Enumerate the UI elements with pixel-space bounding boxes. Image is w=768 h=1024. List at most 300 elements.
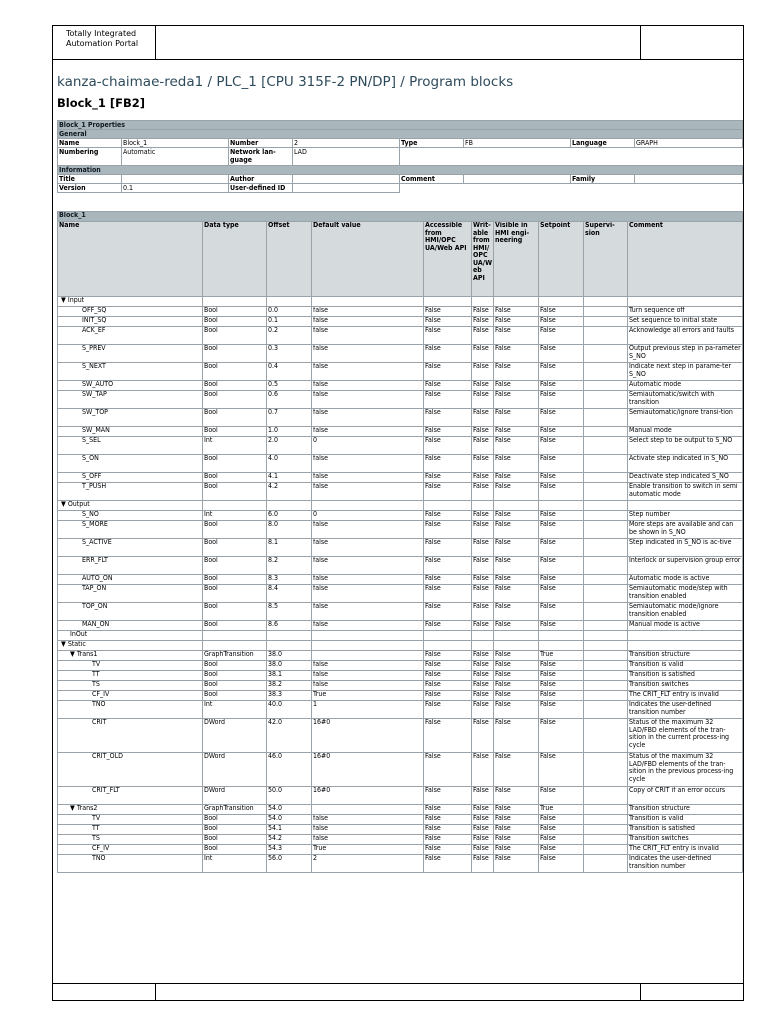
table-row bbox=[58, 603, 743, 621]
cell-sp bbox=[539, 631, 584, 641]
cell-supervision bbox=[584, 701, 628, 719]
cell-wr: False bbox=[472, 681, 494, 691]
title-value bbox=[122, 175, 229, 184]
cell-sp: False bbox=[539, 557, 584, 575]
row-name: TV bbox=[92, 814, 101, 822]
cell-wr: False bbox=[472, 483, 494, 501]
cell-wr: False bbox=[472, 557, 494, 575]
table-row bbox=[58, 845, 743, 855]
cell-wr: False bbox=[472, 661, 494, 671]
row-name-cell bbox=[58, 815, 203, 825]
cell-cm: Transition is satisfied bbox=[628, 671, 743, 681]
cell-def: false bbox=[312, 585, 424, 603]
cell-vis: False bbox=[494, 815, 539, 825]
cell-acc: False bbox=[424, 521, 472, 539]
cell-supervision bbox=[584, 501, 628, 511]
cell-wr bbox=[472, 297, 494, 307]
user-defined-id-label: User-defined ID bbox=[229, 184, 293, 193]
cell-vis bbox=[494, 641, 539, 651]
cell-def: false bbox=[312, 539, 424, 557]
cell-dt: Bool bbox=[203, 557, 267, 575]
cell-vis: False bbox=[494, 539, 539, 557]
cell-supervision bbox=[584, 539, 628, 557]
cell-dt: DWord bbox=[203, 719, 267, 753]
project-breadcrumb: kanza-chaimae-reda1 / PLC_1 [CPU 315F-2 PN/DP] / Program blocks bbox=[57, 74, 514, 90]
cell-wr: False bbox=[472, 363, 494, 381]
cell-def: false bbox=[312, 483, 424, 501]
cell-acc: False bbox=[424, 671, 472, 681]
table-row bbox=[58, 621, 743, 631]
cell-vis: False bbox=[494, 845, 539, 855]
cell-acc: False bbox=[424, 787, 472, 805]
cell-off: 56.0 bbox=[267, 855, 312, 873]
cell-cm: The CRIT_FLT entry is invalid bbox=[628, 845, 743, 855]
cell-wr: False bbox=[472, 345, 494, 363]
interface-section-title: Block_1 bbox=[58, 212, 743, 222]
cell-wr: False bbox=[472, 787, 494, 805]
cell-wr: False bbox=[472, 307, 494, 317]
table-row bbox=[58, 327, 743, 345]
cell-off: 38.0 bbox=[267, 661, 312, 671]
cell-vis: False bbox=[494, 345, 539, 363]
properties-empty bbox=[400, 148, 743, 166]
properties-table bbox=[57, 120, 743, 193]
cell-off: 0.3 bbox=[267, 345, 312, 363]
cell-off: 8.1 bbox=[267, 539, 312, 557]
row-name: OFF_SQ bbox=[82, 306, 107, 314]
row-name: TNO bbox=[92, 700, 106, 708]
cell-dt: Bool bbox=[203, 681, 267, 691]
row-name: S_ACTIVE bbox=[82, 538, 112, 546]
row-name: S_MORE bbox=[82, 520, 108, 528]
cell-vis: False bbox=[494, 691, 539, 701]
cell-off bbox=[267, 641, 312, 651]
cell-vis: False bbox=[494, 855, 539, 873]
cell-def: false bbox=[312, 815, 424, 825]
cell-off bbox=[267, 631, 312, 641]
cell-wr: False bbox=[472, 835, 494, 845]
cell-sp: False bbox=[539, 815, 584, 825]
cell-sp bbox=[539, 501, 584, 511]
row-name-cell bbox=[58, 671, 203, 681]
cell-dt: Bool bbox=[203, 585, 267, 603]
cell-cm: Transition structure bbox=[628, 805, 743, 815]
row-name: CRIT_OLD bbox=[92, 752, 123, 760]
row-name-cell bbox=[58, 651, 203, 661]
cell-vis: False bbox=[494, 511, 539, 521]
cell-cm: Indicates the user-defined transition number bbox=[628, 855, 743, 873]
cell-cm: Manual mode bbox=[628, 427, 743, 437]
cell-wr bbox=[472, 501, 494, 511]
cell-acc: False bbox=[424, 719, 472, 753]
footer-divider bbox=[640, 984, 641, 1000]
cell-off: 8.2 bbox=[267, 557, 312, 575]
cell-def: false bbox=[312, 575, 424, 585]
cell-dt: Bool bbox=[203, 691, 267, 701]
cell-sp: False bbox=[539, 671, 584, 681]
cell-wr: False bbox=[472, 671, 494, 681]
cell-off bbox=[267, 501, 312, 511]
cell-def: 16#0 bbox=[312, 753, 424, 787]
cell-cm bbox=[628, 297, 743, 307]
table-row bbox=[58, 297, 743, 307]
cell-acc: False bbox=[424, 815, 472, 825]
cell-acc: False bbox=[424, 317, 472, 327]
table-row bbox=[58, 691, 743, 701]
cell-off: 38.0 bbox=[267, 651, 312, 661]
cell-cm bbox=[628, 501, 743, 511]
general-section-title: General bbox=[58, 130, 743, 139]
cell-supervision bbox=[584, 437, 628, 455]
cell-def: false bbox=[312, 671, 424, 681]
cell-def: 2 bbox=[312, 855, 424, 873]
cell-wr: False bbox=[472, 327, 494, 345]
cell-cm: Semiautomatic/switch with transition bbox=[628, 391, 743, 409]
cell-def: false bbox=[312, 327, 424, 345]
row-name-cell bbox=[58, 363, 203, 381]
table-row bbox=[58, 651, 743, 661]
network-language-value: LAD bbox=[293, 148, 400, 166]
cell-sp: False bbox=[539, 437, 584, 455]
cell-sp: False bbox=[539, 317, 584, 327]
cell-cm: Status of the maximum 32 LAD/FBD elements of the tran-sition in the current process-ing cycle bbox=[628, 719, 743, 753]
cell-vis: False bbox=[494, 473, 539, 483]
cell-acc: False bbox=[424, 855, 472, 873]
cell-def: false bbox=[312, 317, 424, 327]
cell-off: 8.0 bbox=[267, 521, 312, 539]
expand-triangle-icon[interactable]: ▼ bbox=[61, 640, 66, 648]
expand-triangle-icon[interactable]: ▼ bbox=[70, 804, 75, 812]
cell-supervision bbox=[584, 427, 628, 437]
cell-vis: False bbox=[494, 317, 539, 327]
table-row bbox=[58, 381, 743, 391]
row-name-cell bbox=[58, 427, 203, 437]
cell-off: 8.3 bbox=[267, 575, 312, 585]
cell-vis: False bbox=[494, 521, 539, 539]
cell-dt: Bool bbox=[203, 835, 267, 845]
cell-supervision bbox=[584, 297, 628, 307]
cell-vis: False bbox=[494, 825, 539, 835]
row-name: Output bbox=[67, 500, 90, 508]
cell-supervision bbox=[584, 845, 628, 855]
cell-sp: False bbox=[539, 753, 584, 787]
expand-triangle-icon[interactable]: ▼ bbox=[70, 650, 75, 658]
cell-supervision bbox=[584, 621, 628, 631]
table-row bbox=[58, 719, 743, 753]
cell-off: 1.0 bbox=[267, 427, 312, 437]
cell-sp: False bbox=[539, 409, 584, 427]
row-name: Input bbox=[67, 296, 85, 304]
cell-acc: False bbox=[424, 307, 472, 317]
cell-vis: False bbox=[494, 753, 539, 787]
cell-def bbox=[312, 641, 424, 651]
cell-vis: False bbox=[494, 307, 539, 317]
cell-vis: False bbox=[494, 603, 539, 621]
author-label: Author bbox=[229, 175, 293, 184]
row-name: TT bbox=[92, 670, 100, 678]
cell-vis: False bbox=[494, 483, 539, 501]
cell-sp bbox=[539, 641, 584, 651]
cell-supervision bbox=[584, 345, 628, 363]
cell-vis: False bbox=[494, 787, 539, 805]
row-name-cell bbox=[58, 391, 203, 409]
cell-cm: Step number bbox=[628, 511, 743, 521]
table-row bbox=[58, 631, 743, 641]
header-divider bbox=[640, 26, 641, 59]
cell-def: false bbox=[312, 427, 424, 437]
cell-dt: Bool bbox=[203, 621, 267, 631]
row-name: SW_AUTO bbox=[82, 380, 114, 388]
row-name: S_ON bbox=[82, 454, 99, 462]
cell-sp: False bbox=[539, 835, 584, 845]
cell-off: 0.1 bbox=[267, 317, 312, 327]
cell-vis: False bbox=[494, 661, 539, 671]
row-name: TAP_ON bbox=[82, 584, 107, 592]
table-row bbox=[58, 501, 743, 511]
row-name-cell bbox=[58, 753, 203, 787]
cell-cm: Transition structure bbox=[628, 651, 743, 661]
cell-vis: False bbox=[494, 651, 539, 661]
cell-acc: False bbox=[424, 575, 472, 585]
cell-sp: False bbox=[539, 345, 584, 363]
table-row bbox=[58, 855, 743, 873]
cell-wr: False bbox=[472, 753, 494, 787]
cell-cm: Enable transition to switch in semi automatic mode bbox=[628, 483, 743, 501]
cell-off: 2.0 bbox=[267, 437, 312, 455]
table-row bbox=[58, 671, 743, 681]
cell-supervision bbox=[584, 511, 628, 521]
cell-off: 38.2 bbox=[267, 681, 312, 691]
cell-acc: False bbox=[424, 691, 472, 701]
cell-cm: Deactivate step indicated S_NO bbox=[628, 473, 743, 483]
table-row bbox=[58, 539, 743, 557]
cell-dt: Bool bbox=[203, 473, 267, 483]
row-name: S_PREV bbox=[82, 344, 106, 352]
row-name: SW_TAP bbox=[82, 390, 107, 398]
cell-supervision bbox=[584, 455, 628, 473]
table-row bbox=[58, 427, 743, 437]
cell-cm: Step indicated in S_NO is ac-tive bbox=[628, 539, 743, 557]
cell-sp: False bbox=[539, 391, 584, 409]
cell-def: false bbox=[312, 835, 424, 845]
row-name-cell bbox=[58, 297, 203, 307]
cell-supervision bbox=[584, 855, 628, 873]
cell-vis bbox=[494, 501, 539, 511]
cell-vis: False bbox=[494, 671, 539, 681]
title-label: Title bbox=[58, 175, 122, 184]
cell-def: false bbox=[312, 603, 424, 621]
cell-supervision bbox=[584, 753, 628, 787]
version-label: Version bbox=[58, 184, 122, 193]
cell-supervision bbox=[584, 603, 628, 621]
row-name-cell bbox=[58, 681, 203, 691]
row-name: S_SEL bbox=[82, 436, 101, 444]
cell-cm: Select step to be output to S_NO bbox=[628, 437, 743, 455]
cell-supervision bbox=[584, 681, 628, 691]
cell-sp: True bbox=[539, 651, 584, 661]
cell-wr: False bbox=[472, 521, 494, 539]
cell-dt: Int bbox=[203, 855, 267, 873]
cell-def: 16#0 bbox=[312, 787, 424, 805]
comment-label: Comment bbox=[400, 175, 464, 184]
expand-triangle-icon[interactable]: ▼ bbox=[61, 296, 66, 304]
cell-def: false bbox=[312, 661, 424, 671]
page-frame bbox=[52, 25, 744, 1001]
row-name: AUTO_ON bbox=[82, 574, 113, 582]
row-name-cell bbox=[58, 381, 203, 391]
cell-cm: Transition switches bbox=[628, 681, 743, 691]
information-section-title: Information bbox=[58, 166, 743, 175]
cell-supervision bbox=[584, 661, 628, 671]
row-name-cell bbox=[58, 345, 203, 363]
product-line-1: Totally Integrated bbox=[66, 29, 137, 38]
cell-cm bbox=[628, 631, 743, 641]
cell-dt: Bool bbox=[203, 381, 267, 391]
cell-sp: False bbox=[539, 661, 584, 671]
cell-def: 0 bbox=[312, 437, 424, 455]
cell-cm: Acknowledge all errors and faults bbox=[628, 327, 743, 345]
cell-dt: Bool bbox=[203, 661, 267, 671]
cell-supervision bbox=[584, 805, 628, 815]
cell-off: 0.4 bbox=[267, 363, 312, 381]
author-value bbox=[293, 175, 400, 184]
cell-sp: True bbox=[539, 805, 584, 815]
row-name-cell bbox=[58, 521, 203, 539]
row-name-cell bbox=[58, 557, 203, 575]
cell-sp: False bbox=[539, 539, 584, 557]
cell-cm: Transition is valid bbox=[628, 661, 743, 671]
cell-dt: Bool bbox=[203, 455, 267, 473]
cell-supervision bbox=[584, 363, 628, 381]
cell-def bbox=[312, 501, 424, 511]
cell-sp: False bbox=[539, 585, 584, 603]
cell-cm bbox=[628, 641, 743, 651]
cell-dt: Int bbox=[203, 437, 267, 455]
row-name-cell bbox=[58, 825, 203, 835]
cell-supervision bbox=[584, 473, 628, 483]
cell-def: false bbox=[312, 363, 424, 381]
cell-sp: False bbox=[539, 845, 584, 855]
interface-header-row bbox=[58, 222, 743, 297]
language-label: Language bbox=[571, 139, 635, 148]
cell-off: 6.0 bbox=[267, 511, 312, 521]
cell-cm: Transition is satisfied bbox=[628, 825, 743, 835]
row-name: T_PUSH bbox=[82, 482, 107, 490]
cell-sp: False bbox=[539, 575, 584, 585]
cell-dt: Bool bbox=[203, 307, 267, 317]
row-name-cell bbox=[58, 585, 203, 603]
table-row bbox=[58, 511, 743, 521]
row-name-cell bbox=[58, 835, 203, 845]
cell-supervision bbox=[584, 521, 628, 539]
cell-vis: False bbox=[494, 409, 539, 427]
number-label: Number bbox=[229, 139, 293, 148]
cell-wr: False bbox=[472, 317, 494, 327]
row-name-cell bbox=[58, 641, 203, 651]
cell-def: false bbox=[312, 825, 424, 835]
cell-supervision bbox=[584, 651, 628, 661]
cell-acc bbox=[424, 631, 472, 641]
cell-acc: False bbox=[424, 327, 472, 345]
cell-acc: False bbox=[424, 473, 472, 483]
cell-def bbox=[312, 805, 424, 815]
cell-cm: Output previous step in pa-rameter S_NO bbox=[628, 345, 743, 363]
cell-dt: Bool bbox=[203, 539, 267, 557]
table-row bbox=[58, 641, 743, 651]
cell-wr: False bbox=[472, 815, 494, 825]
row-name-cell bbox=[58, 691, 203, 701]
cell-def: True bbox=[312, 845, 424, 855]
cell-wr: False bbox=[472, 575, 494, 585]
row-name: TOP_ON bbox=[82, 602, 108, 610]
cell-def: 1 bbox=[312, 701, 424, 719]
cell-sp bbox=[539, 297, 584, 307]
cell-wr: False bbox=[472, 805, 494, 815]
cell-def: false bbox=[312, 621, 424, 631]
cell-dt: Bool bbox=[203, 845, 267, 855]
cell-off: 8.6 bbox=[267, 621, 312, 631]
cell-acc: False bbox=[424, 845, 472, 855]
cell-supervision bbox=[584, 391, 628, 409]
expand-triangle-icon[interactable]: ▼ bbox=[61, 500, 66, 508]
row-name-cell bbox=[58, 511, 203, 521]
cell-def: 0 bbox=[312, 511, 424, 521]
cell-off: 4.2 bbox=[267, 483, 312, 501]
cell-acc: False bbox=[424, 805, 472, 815]
cell-sp: False bbox=[539, 363, 584, 381]
cell-wr: False bbox=[472, 585, 494, 603]
table-row bbox=[58, 805, 743, 815]
cell-cm: Semiautomatic mode/ignore transition enabled bbox=[628, 603, 743, 621]
cell-vis: False bbox=[494, 621, 539, 631]
name-value: Block_1 bbox=[122, 139, 229, 148]
row-name: SW_TOP bbox=[82, 408, 108, 416]
network-language-label: Network lan-guage bbox=[229, 148, 293, 166]
column-header: Comment bbox=[628, 222, 743, 297]
cell-sp: False bbox=[539, 787, 584, 805]
cell-supervision bbox=[584, 719, 628, 753]
cell-dt: GraphTransition bbox=[203, 805, 267, 815]
cell-dt bbox=[203, 631, 267, 641]
interface-rows bbox=[58, 297, 743, 873]
cell-supervision bbox=[584, 307, 628, 317]
cell-def: false bbox=[312, 473, 424, 483]
cell-vis: False bbox=[494, 455, 539, 473]
cell-dt: Bool bbox=[203, 345, 267, 363]
cell-def bbox=[312, 651, 424, 661]
cell-sp: False bbox=[539, 327, 584, 345]
cell-off: 54.1 bbox=[267, 825, 312, 835]
footer-divider bbox=[155, 984, 156, 1000]
column-header: Offset bbox=[267, 222, 312, 297]
cell-wr: False bbox=[472, 511, 494, 521]
cell-dt: Bool bbox=[203, 427, 267, 437]
cell-dt bbox=[203, 501, 267, 511]
table-row bbox=[58, 391, 743, 409]
cell-supervision bbox=[584, 641, 628, 651]
cell-wr bbox=[472, 631, 494, 641]
cell-off: 0.5 bbox=[267, 381, 312, 391]
cell-vis: False bbox=[494, 391, 539, 409]
cell-supervision bbox=[584, 787, 628, 805]
row-name-cell bbox=[58, 455, 203, 473]
cell-off: 54.0 bbox=[267, 815, 312, 825]
cell-def bbox=[312, 297, 424, 307]
cell-acc: False bbox=[424, 701, 472, 719]
cell-off: 4.0 bbox=[267, 455, 312, 473]
row-name: TS bbox=[92, 680, 100, 688]
cell-supervision bbox=[584, 483, 628, 501]
